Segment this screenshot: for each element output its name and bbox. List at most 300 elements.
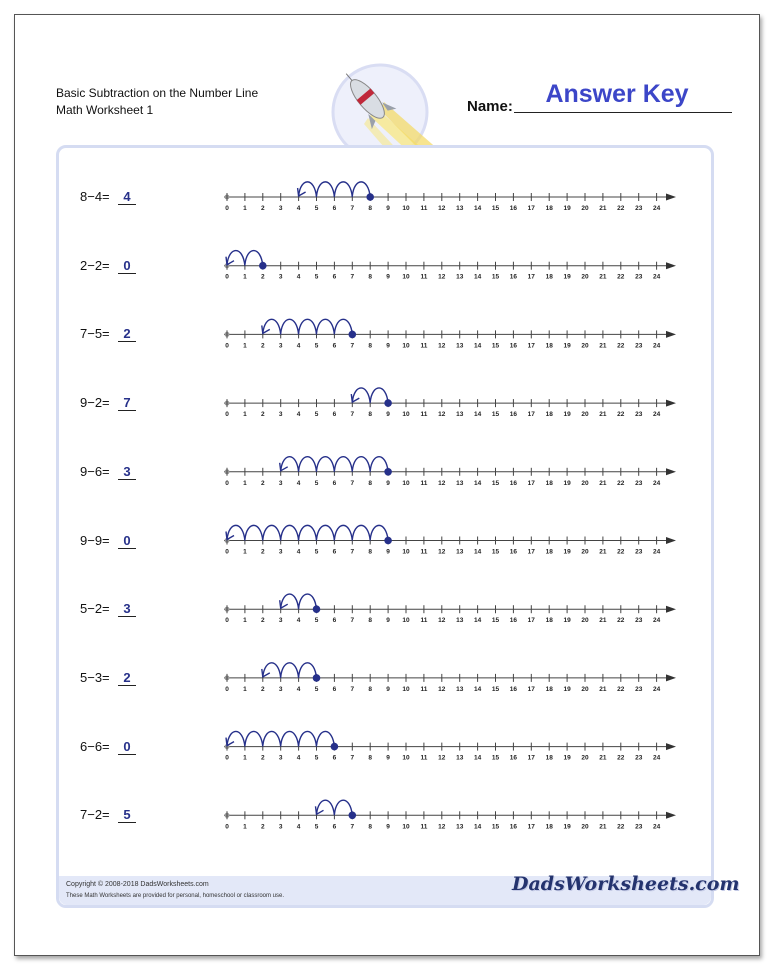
tick-label: 16 xyxy=(509,479,518,487)
tick-label: 13 xyxy=(456,823,464,831)
tick-label: 4 xyxy=(296,411,301,419)
start-point-dot xyxy=(313,605,321,613)
tick-label: 0 xyxy=(225,548,229,556)
number-line-arrowhead xyxy=(666,743,676,750)
tick-label: 24 xyxy=(652,685,661,693)
tick-label: 20 xyxy=(581,685,589,693)
tick-label: 1 xyxy=(243,754,247,762)
tick-label: 23 xyxy=(635,548,643,556)
tick-label: 9 xyxy=(386,617,390,625)
jump-arc xyxy=(317,457,335,472)
jump-arc xyxy=(281,663,299,678)
tick-label: 19 xyxy=(563,617,571,625)
tick-label: 21 xyxy=(599,685,607,693)
tick-label: 13 xyxy=(456,754,464,762)
tick-label: 4 xyxy=(296,685,301,693)
tick-label: 8 xyxy=(368,273,373,281)
tick-label: 14 xyxy=(473,273,482,281)
tick-label: 4 xyxy=(296,617,301,625)
tick-label: 12 xyxy=(438,548,446,556)
tick-label: 20 xyxy=(581,205,589,212)
worksheet-subtitle: Math Worksheet 1 xyxy=(56,103,154,117)
tick-label: 22 xyxy=(617,617,625,625)
problem-equation: 9−2= xyxy=(80,395,110,411)
number-line-arrowhead xyxy=(666,331,676,338)
tick-label: 5 xyxy=(314,273,319,281)
tick-label: 13 xyxy=(456,342,464,350)
tick-label: 1 xyxy=(243,205,247,212)
tick-label: 2 xyxy=(260,754,265,762)
tick-label: 6 xyxy=(332,205,337,212)
problem-equation: 5−3= xyxy=(80,669,110,685)
jump-arc xyxy=(299,731,317,746)
tick-label: 24 xyxy=(652,411,661,419)
tick-label: 7 xyxy=(350,548,355,556)
problem-equation: 7−2= xyxy=(80,807,110,823)
tick-label: 24 xyxy=(652,342,661,350)
tick-label: 7 xyxy=(350,205,355,212)
tick-label: 12 xyxy=(438,823,446,831)
tick-label: 14 xyxy=(473,754,482,762)
tick-label: 14 xyxy=(473,548,482,556)
tick-label: 0 xyxy=(225,617,229,625)
tick-label: 21 xyxy=(599,617,607,625)
tick-label: 11 xyxy=(420,342,428,350)
start-point-dot xyxy=(259,262,267,270)
tick-label: 7 xyxy=(350,823,355,831)
tick-label: 1 xyxy=(243,685,247,693)
tick-label: 1 xyxy=(243,479,247,487)
tick-label: 21 xyxy=(599,273,607,281)
tick-label: 10 xyxy=(402,205,410,212)
tick-label: 18 xyxy=(545,823,553,831)
tick-label: 8 xyxy=(368,342,373,350)
tick-label: 7 xyxy=(350,754,355,762)
tick-label: 15 xyxy=(491,411,500,419)
tick-label: 13 xyxy=(456,617,464,625)
tick-label: 9 xyxy=(386,754,390,762)
tick-label: 15 xyxy=(491,823,500,831)
problem-answer: 2 xyxy=(118,670,136,686)
tick-label: 2 xyxy=(260,617,265,625)
tick-label: 0 xyxy=(225,823,229,831)
tick-label: 17 xyxy=(527,342,535,350)
tick-label: 3 xyxy=(278,685,283,693)
tick-label: 4 xyxy=(296,823,301,831)
tick-label: 9 xyxy=(386,548,390,556)
tick-label: 23 xyxy=(635,342,643,350)
tick-label: 18 xyxy=(545,548,553,556)
tick-label: 21 xyxy=(599,823,607,831)
tick-label: 16 xyxy=(509,273,518,281)
jump-arc xyxy=(263,731,281,746)
problem-equation: 8−4= xyxy=(80,189,110,204)
jump-arrowhead xyxy=(226,738,234,746)
jump-arc xyxy=(281,525,299,540)
tick-label: 0 xyxy=(225,205,229,212)
name-label: Name: xyxy=(467,98,513,115)
tick-label: 5 xyxy=(314,548,319,556)
tick-label: 1 xyxy=(243,411,247,419)
number-line-arrowhead xyxy=(666,468,676,475)
problem-equation: 9−6= xyxy=(80,463,110,479)
tick-label: 23 xyxy=(635,754,643,762)
tick-label: 12 xyxy=(438,754,446,762)
tick-label: 2 xyxy=(260,823,265,831)
tick-label: 8 xyxy=(368,479,373,487)
tick-label: 7 xyxy=(350,411,355,419)
tick-label: 3 xyxy=(278,273,283,281)
jump-arc xyxy=(352,457,370,472)
tick-label: 6 xyxy=(332,273,337,281)
tick-label: 18 xyxy=(545,685,553,693)
tick-label: 17 xyxy=(527,754,535,762)
jump-arrowhead xyxy=(280,600,288,608)
tick-label: 21 xyxy=(599,205,607,212)
tick-label: 0 xyxy=(225,273,229,281)
problem-equation: 9−9= xyxy=(80,532,110,548)
tick-label: 16 xyxy=(509,617,518,625)
jump-arc xyxy=(299,319,317,334)
start-point-dot xyxy=(384,468,392,476)
tick-label: 8 xyxy=(368,823,373,831)
tick-label: 24 xyxy=(652,205,661,212)
tick-label: 20 xyxy=(581,342,589,350)
number-line-arrowhead xyxy=(666,194,676,201)
tick-label: 17 xyxy=(527,479,535,487)
tick-label: 11 xyxy=(420,754,428,762)
tick-label: 4 xyxy=(296,205,301,212)
tick-label: 20 xyxy=(581,754,589,762)
tick-label: 23 xyxy=(635,823,643,831)
tick-label: 8 xyxy=(368,548,373,556)
tick-label: 24 xyxy=(652,273,661,281)
tick-label: 1 xyxy=(243,273,247,281)
jump-arc xyxy=(317,319,335,334)
tick-label: 15 xyxy=(491,617,500,625)
tick-label: 6 xyxy=(332,548,337,556)
tick-label: 14 xyxy=(473,685,482,693)
problem-answer: 0 xyxy=(118,258,136,274)
tick-label: 21 xyxy=(599,754,607,762)
tick-label: 2 xyxy=(260,685,265,693)
tick-label: 3 xyxy=(278,754,283,762)
tick-label: 12 xyxy=(438,685,446,693)
start-point-dot xyxy=(349,812,357,820)
tick-label: 3 xyxy=(278,617,283,625)
jump-arc xyxy=(317,525,335,540)
tick-label: 4 xyxy=(296,479,301,487)
tick-label: 9 xyxy=(386,411,390,419)
tick-label: 4 xyxy=(296,342,301,350)
tick-label: 16 xyxy=(509,205,518,212)
jump-arc xyxy=(334,182,352,197)
tick-label: 19 xyxy=(563,205,571,212)
tick-label: 3 xyxy=(278,548,283,556)
tick-label: 16 xyxy=(509,548,518,556)
tick-label: 14 xyxy=(473,411,482,419)
tick-label: 14 xyxy=(473,823,482,831)
tick-label: 24 xyxy=(652,479,661,487)
tick-label: 10 xyxy=(402,411,410,419)
jump-arrowhead xyxy=(262,325,270,333)
tick-label: 24 xyxy=(652,754,661,762)
tick-label: 15 xyxy=(491,479,500,487)
tick-label: 5 xyxy=(314,685,319,693)
jump-arc xyxy=(245,731,263,746)
tick-label: 11 xyxy=(420,273,428,281)
tick-label: 12 xyxy=(438,411,446,419)
tick-label: 23 xyxy=(635,411,643,419)
tick-label: 17 xyxy=(527,205,535,212)
tick-label: 15 xyxy=(491,754,500,762)
tick-label: 12 xyxy=(438,617,446,625)
tick-label: 1 xyxy=(243,342,247,350)
problem-answer: 0 xyxy=(118,739,136,755)
tick-label: 1 xyxy=(243,548,247,556)
jump-arrowhead xyxy=(351,394,359,402)
jump-arc xyxy=(299,457,317,472)
tick-label: 1 xyxy=(243,617,247,625)
tick-label: 17 xyxy=(527,685,535,693)
tick-label: 23 xyxy=(635,617,643,625)
problem-equation: 2−2= xyxy=(80,257,110,273)
tick-label: 0 xyxy=(225,411,229,419)
tick-label: 14 xyxy=(473,205,482,212)
copyright-text: Copyright © 2008-2018 DadsWorksheets.com xyxy=(66,881,209,888)
start-point-dot xyxy=(349,331,357,339)
start-point-dot xyxy=(313,674,321,682)
disclaimer-text: These Math Worksheets are provided for personal, homeschool or classroom use. xyxy=(66,893,284,899)
tick-label: 3 xyxy=(278,823,283,831)
tick-label: 2 xyxy=(260,479,265,487)
tick-label: 2 xyxy=(260,205,265,212)
tick-label: 16 xyxy=(509,754,518,762)
tick-label: 23 xyxy=(635,685,643,693)
number-line-arrowhead xyxy=(666,400,676,407)
tick-label: 18 xyxy=(545,754,553,762)
start-point-dot xyxy=(384,399,392,407)
problem-equation: 6−6= xyxy=(80,738,110,754)
tick-label: 10 xyxy=(402,754,410,762)
number-line-arrowhead xyxy=(666,537,676,544)
tick-label: 23 xyxy=(635,273,643,281)
tick-label: 2 xyxy=(260,273,265,281)
problem-answer: 0 xyxy=(118,533,136,549)
tick-label: 22 xyxy=(617,273,625,281)
problem-answer: 2 xyxy=(118,326,136,342)
tick-label: 20 xyxy=(581,411,589,419)
tick-label: 5 xyxy=(314,342,319,350)
jump-arc xyxy=(245,525,263,540)
tick-label: 5 xyxy=(314,754,319,762)
tick-label: 6 xyxy=(332,479,337,487)
tick-label: 18 xyxy=(545,479,553,487)
tick-label: 3 xyxy=(278,205,283,212)
tick-label: 11 xyxy=(420,548,428,556)
problem-answer: 4 xyxy=(118,189,136,205)
tick-label: 4 xyxy=(296,548,301,556)
problem-answer: 5 xyxy=(118,807,136,823)
tick-label: 8 xyxy=(368,754,373,762)
tick-label: 8 xyxy=(368,617,373,625)
tick-label: 22 xyxy=(617,205,625,212)
tick-label: 24 xyxy=(652,548,661,556)
jump-arc xyxy=(281,731,299,746)
jump-arc xyxy=(281,319,299,334)
tick-label: 0 xyxy=(225,479,229,487)
tick-label: 11 xyxy=(420,479,428,487)
tick-label: 11 xyxy=(420,205,428,212)
tick-label: 9 xyxy=(386,342,390,350)
tick-label: 21 xyxy=(599,548,607,556)
tick-label: 24 xyxy=(652,823,661,831)
tick-label: 17 xyxy=(527,823,535,831)
tick-label: 16 xyxy=(509,342,518,350)
jump-arrowhead xyxy=(316,806,324,814)
tick-label: 10 xyxy=(402,273,410,281)
tick-label: 0 xyxy=(225,342,229,350)
tick-label: 12 xyxy=(438,273,446,281)
tick-label: 18 xyxy=(545,342,553,350)
problem-answer: 3 xyxy=(118,601,136,617)
tick-label: 19 xyxy=(563,411,571,419)
problem-equation: 5−2= xyxy=(80,601,110,617)
tick-label: 15 xyxy=(491,685,500,693)
tick-label: 18 xyxy=(545,273,553,281)
answer-key-text: Answer Key xyxy=(545,80,689,108)
number-line-arrowhead xyxy=(666,262,676,269)
jump-arc xyxy=(317,182,335,197)
tick-label: 22 xyxy=(617,342,625,350)
tick-label: 22 xyxy=(617,685,625,693)
tick-label: 10 xyxy=(402,548,410,556)
tick-label: 9 xyxy=(386,479,390,487)
tick-label: 22 xyxy=(617,548,625,556)
tick-label: 19 xyxy=(563,685,571,693)
tick-label: 12 xyxy=(438,205,446,212)
tick-label: 7 xyxy=(350,617,355,625)
problem-equation: 7−5= xyxy=(80,326,110,342)
tick-label: 21 xyxy=(599,411,607,419)
tick-label: 14 xyxy=(473,342,482,350)
tick-label: 15 xyxy=(491,273,500,281)
tick-label: 4 xyxy=(296,273,301,281)
tick-label: 3 xyxy=(278,479,283,487)
tick-label: 10 xyxy=(402,342,410,350)
tick-label: 7 xyxy=(350,479,355,487)
tick-label: 7 xyxy=(350,685,355,693)
tick-label: 21 xyxy=(599,342,607,350)
start-point-dot xyxy=(384,537,392,545)
tick-label: 21 xyxy=(599,479,607,487)
tick-label: 22 xyxy=(617,823,625,831)
tick-label: 13 xyxy=(456,548,464,556)
number-line-arrowhead xyxy=(666,606,676,613)
tick-label: 2 xyxy=(260,411,265,419)
jump-arrowhead xyxy=(226,532,234,540)
tick-label: 17 xyxy=(527,617,535,625)
tick-label: 14 xyxy=(473,617,482,625)
tick-label: 11 xyxy=(420,685,428,693)
tick-label: 0 xyxy=(225,754,229,762)
tick-label: 3 xyxy=(278,342,283,350)
tick-label: 10 xyxy=(402,617,410,625)
tick-label: 13 xyxy=(456,273,464,281)
tick-label: 6 xyxy=(332,754,337,762)
problem-answer: 3 xyxy=(118,464,136,480)
tick-label: 18 xyxy=(545,205,553,212)
jump-arc xyxy=(334,457,352,472)
tick-label: 6 xyxy=(332,823,337,831)
jump-arrowhead xyxy=(262,669,270,677)
tick-label: 7 xyxy=(350,342,355,350)
tick-label: 0 xyxy=(225,685,229,693)
number-line-arrowhead xyxy=(666,812,676,819)
tick-label: 5 xyxy=(314,205,319,212)
brand-logo: DadsWorksheets.com xyxy=(512,873,740,895)
tick-label: 5 xyxy=(314,617,319,625)
tick-label: 17 xyxy=(527,273,535,281)
tick-label: 20 xyxy=(581,479,589,487)
tick-label: 16 xyxy=(509,685,518,693)
tick-label: 8 xyxy=(368,685,373,693)
jump-arc xyxy=(299,525,317,540)
tick-label: 17 xyxy=(527,411,535,419)
tick-label: 11 xyxy=(420,617,428,625)
jump-arrowhead xyxy=(298,188,306,196)
tick-label: 7 xyxy=(350,273,355,281)
tick-label: 13 xyxy=(456,205,464,212)
tick-label: 19 xyxy=(563,479,571,487)
jump-arc xyxy=(352,525,370,540)
tick-label: 17 xyxy=(527,548,535,556)
tick-label: 19 xyxy=(563,548,571,556)
tick-label: 9 xyxy=(386,273,390,281)
tick-label: 10 xyxy=(402,823,410,831)
tick-label: 23 xyxy=(635,479,643,487)
jump-arc xyxy=(334,525,352,540)
tick-label: 6 xyxy=(332,342,337,350)
tick-label: 1 xyxy=(243,823,247,831)
tick-label: 9 xyxy=(386,685,390,693)
tick-label: 14 xyxy=(473,479,482,487)
tick-label: 5 xyxy=(314,479,319,487)
start-point-dot xyxy=(366,193,374,201)
tick-label: 20 xyxy=(581,823,589,831)
tick-label: 13 xyxy=(456,685,464,693)
tick-label: 12 xyxy=(438,479,446,487)
tick-label: 4 xyxy=(296,754,301,762)
tick-label: 19 xyxy=(563,273,571,281)
tick-label: 22 xyxy=(617,479,625,487)
tick-label: 16 xyxy=(509,823,518,831)
tick-label: 20 xyxy=(581,617,589,625)
tick-label: 6 xyxy=(332,685,337,693)
tick-label: 15 xyxy=(491,548,500,556)
tick-label: 20 xyxy=(581,548,589,556)
tick-label: 5 xyxy=(314,823,319,831)
tick-label: 13 xyxy=(456,411,464,419)
tick-label: 24 xyxy=(652,617,661,625)
tick-label: 11 xyxy=(420,411,428,419)
start-point-dot xyxy=(331,743,339,751)
tick-label: 23 xyxy=(635,205,643,212)
jump-arrowhead xyxy=(280,463,288,471)
tick-label: 6 xyxy=(332,617,337,625)
tick-label: 10 xyxy=(402,479,410,487)
tick-label: 8 xyxy=(368,411,373,419)
